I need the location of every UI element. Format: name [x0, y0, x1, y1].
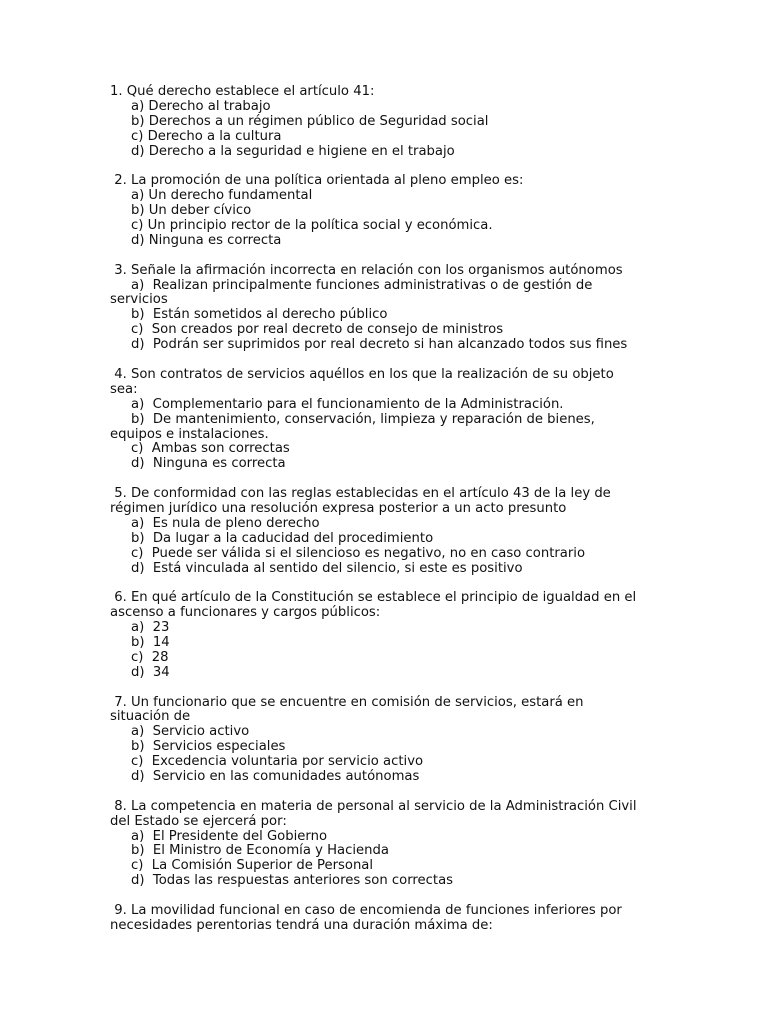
answer-option: d) 34 [131, 664, 170, 680]
question-text: necesidades perentorias tendrá una duración máxima de: [110, 917, 493, 933]
answer-option: d) Servicio en las comunidades autónomas [131, 769, 420, 785]
answer-option: c) La Comisión Superior de Personal [131, 858, 374, 874]
answer-option: b) Da lugar a la caducidad del procedimiento [131, 530, 434, 546]
question-text: sea: [110, 381, 138, 397]
question-2 [110, 174, 660, 249]
answer-option: b) El Ministro de Economía y Hacienda [131, 843, 389, 859]
question-8 [110, 800, 660, 889]
answer-option: a) Realizan principalmente funciones administrativas o de gestión de [131, 277, 593, 293]
answer-option: a) 23 [131, 620, 170, 636]
answer-option: d) Ninguna es correcta [131, 456, 286, 472]
answer-option: d) Está vinculada al sentido del silencio, si este es positivo [131, 560, 523, 576]
answer-option: c) Ambas son correctas [131, 441, 290, 457]
question-text: 3. Señale la afirmación incorrecta en relación con los organismos autónomos [110, 262, 623, 278]
question-text: 5. De conformidad con las reglas establecidas en el artículo 43 de la ley de [110, 486, 611, 502]
answer-option: c) Son creados por real decreto de consejo de ministros [131, 322, 504, 338]
question-3 [110, 264, 660, 353]
answer-option: b) De mantenimiento, conservación, limpieza y reparación de bienes, [131, 411, 595, 427]
question-text: servicios [110, 292, 168, 308]
question-4 [110, 368, 660, 472]
answer-option: c) 28 [131, 649, 169, 665]
question-text: 9. La movilidad funcional en caso de encomienda de funciones inferiores por [110, 902, 622, 918]
answer-option: b) Derechos a un régimen público de Seguridad social [131, 113, 489, 129]
question-text: 1. Qué derecho establece el artículo 41: [110, 84, 375, 99]
answer-option: b) Servicios especiales [131, 739, 286, 755]
answer-option: a) Es nula de pleno derecho [131, 515, 320, 531]
question-text: ascenso a funcionares y cargos públicos: [110, 605, 381, 621]
question-1 [110, 85, 660, 160]
answer-option: c) Excedencia voluntaria por servicio activo [131, 754, 424, 770]
answer-option: d) Ninguna es correcta [131, 232, 282, 248]
answer-option: a) Complementario para el funcionamiento de la Administración. [131, 396, 564, 412]
question-text: 6. En qué artículo de la Constitución se establece el principio de igualdad en el [110, 590, 637, 606]
answer-option: d) Todas las respuestas anteriores son correctas [131, 873, 454, 889]
question-text: 4. Son contratos de servicios aquéllos en los que la realización de su objeto [110, 366, 614, 382]
question-text: equipos e instalaciones. [110, 426, 269, 442]
document-body [110, 85, 660, 949]
answer-option: b) 14 [131, 634, 170, 650]
answer-option: a) Servicio activo [131, 724, 250, 740]
question-text: 7. Un funcionario que se encuentre en comisión de servicios, estará en [110, 694, 584, 710]
question-text: régimen jurídico una resolución expresa posterior a un acto presunto [110, 500, 567, 516]
answer-option: c) Un principio rector de la política social y económica. [131, 218, 493, 234]
answer-option: c) Derecho a la cultura [131, 128, 282, 144]
question-9 [110, 904, 660, 934]
answer-option: d) Podrán ser suprimidos por real decreto si han alcanzado todos sus fines [131, 337, 628, 353]
question-text: 2. La promoción de una política orientada al pleno empleo es: [110, 173, 524, 189]
answer-option: d) Derecho a la seguridad e higiene en el trabajo [131, 143, 455, 159]
answer-option: a) Derecho al trabajo [131, 98, 271, 114]
answer-option: a) Un derecho fundamental [131, 188, 313, 204]
answer-option: c) Puede ser válida si el silencioso es negativo, no en caso contrario [131, 545, 586, 561]
question-6 [110, 591, 660, 680]
question-7 [110, 696, 660, 785]
question-text: del Estado se ejercerá por: [110, 813, 287, 829]
question-5 [110, 487, 660, 576]
question-text: situación de [110, 709, 191, 725]
answer-option: a) El Presidente del Gobierno [131, 828, 328, 844]
answer-option: b) Están sometidos al derecho público [131, 307, 388, 323]
question-text: 8. La competencia en materia de personal al servicio de la Administración Civil [110, 798, 637, 814]
answer-option: b) Un deber cívico [131, 203, 252, 219]
